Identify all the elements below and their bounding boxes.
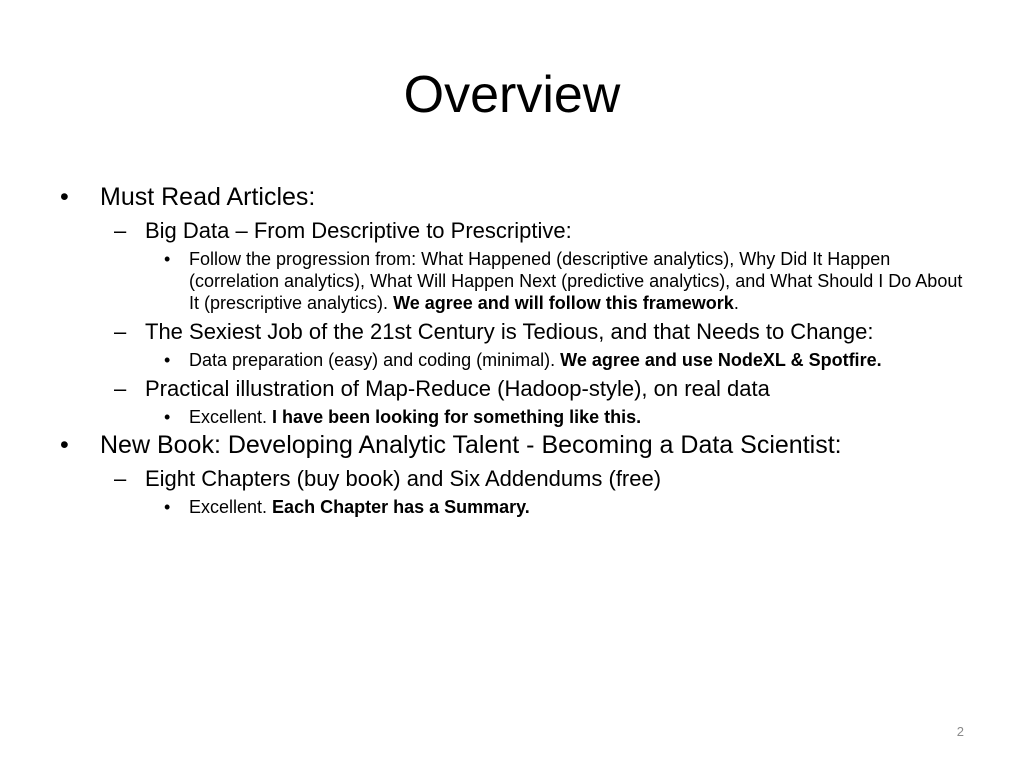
- bullet-text: Must Read Articles:: [100, 183, 316, 211]
- bullet-level3-item: [56, 406, 976, 428]
- bullet-text: The Sexiest Job of the 21st Century is Tedious, and that Needs to Change:: [145, 319, 874, 344]
- bullet-level3-item: [56, 349, 976, 371]
- page-number: 2: [956, 724, 964, 739]
- bullet-level2-item: [56, 465, 976, 492]
- bullet-bold-text: We agree and use NodeXL & Spotfire.: [560, 350, 882, 370]
- bullet-bold-text: Each Chapter has a Summary.: [272, 497, 530, 517]
- slide-title: Overview: [403, 66, 621, 124]
- bullet-dot-icon: •: [164, 497, 171, 517]
- bullet-level2-item: [56, 375, 976, 402]
- bullet-level1-item: [56, 430, 976, 461]
- bullet-bold-text: I have been looking for something like this.: [272, 407, 642, 427]
- bullet-level3-item: [56, 248, 976, 314]
- bullet-dot-icon: •: [164, 249, 171, 269]
- bullet-dash-icon: –: [114, 466, 127, 491]
- bullet-dot-icon: •: [60, 431, 69, 459]
- bullet-text: Excellent.: [189, 497, 273, 517]
- bullet-bold-text: We agree and will follow this framework: [393, 293, 734, 313]
- bullet-dash-icon: –: [114, 319, 127, 344]
- bullet-text: Big Data – From Descriptive to Prescriptive:: [145, 218, 572, 243]
- bullet-dash-icon: –: [114, 218, 127, 243]
- bullet-level2-item: [56, 318, 976, 345]
- slide-body: [56, 180, 976, 518]
- bullet-level3-item: [56, 496, 976, 518]
- bullet-dot-icon: •: [164, 350, 171, 370]
- bullet-dash-icon: –: [114, 376, 127, 401]
- bullet-level2-item: [56, 217, 976, 244]
- bullet-text: Follow the progression from: What Happened (descriptive analytics), Why Did It Happen (correlation analytics), What Will Happen Next (predictive analytics), and What Should I Do About It (prescriptive analytics).: [189, 249, 963, 313]
- bullet-dot-icon: •: [164, 407, 171, 427]
- bullet-text: Eight Chapters (buy book) and Six Addendums (free): [145, 466, 662, 491]
- bullet-text: Excellent.: [189, 407, 273, 427]
- bullet-text: Practical illustration of Map-Reduce (Hadoop-style), on real data: [145, 376, 770, 401]
- bullet-level1-item: [56, 182, 976, 213]
- bullet-dot-icon: •: [60, 183, 69, 211]
- bullet-text: Data preparation (easy) and coding (minimal).: [189, 350, 561, 370]
- bullet-tail-text: .: [733, 293, 739, 313]
- bullet-text: New Book: Developing Analytic Talent - Becoming a Data Scientist:: [100, 431, 842, 459]
